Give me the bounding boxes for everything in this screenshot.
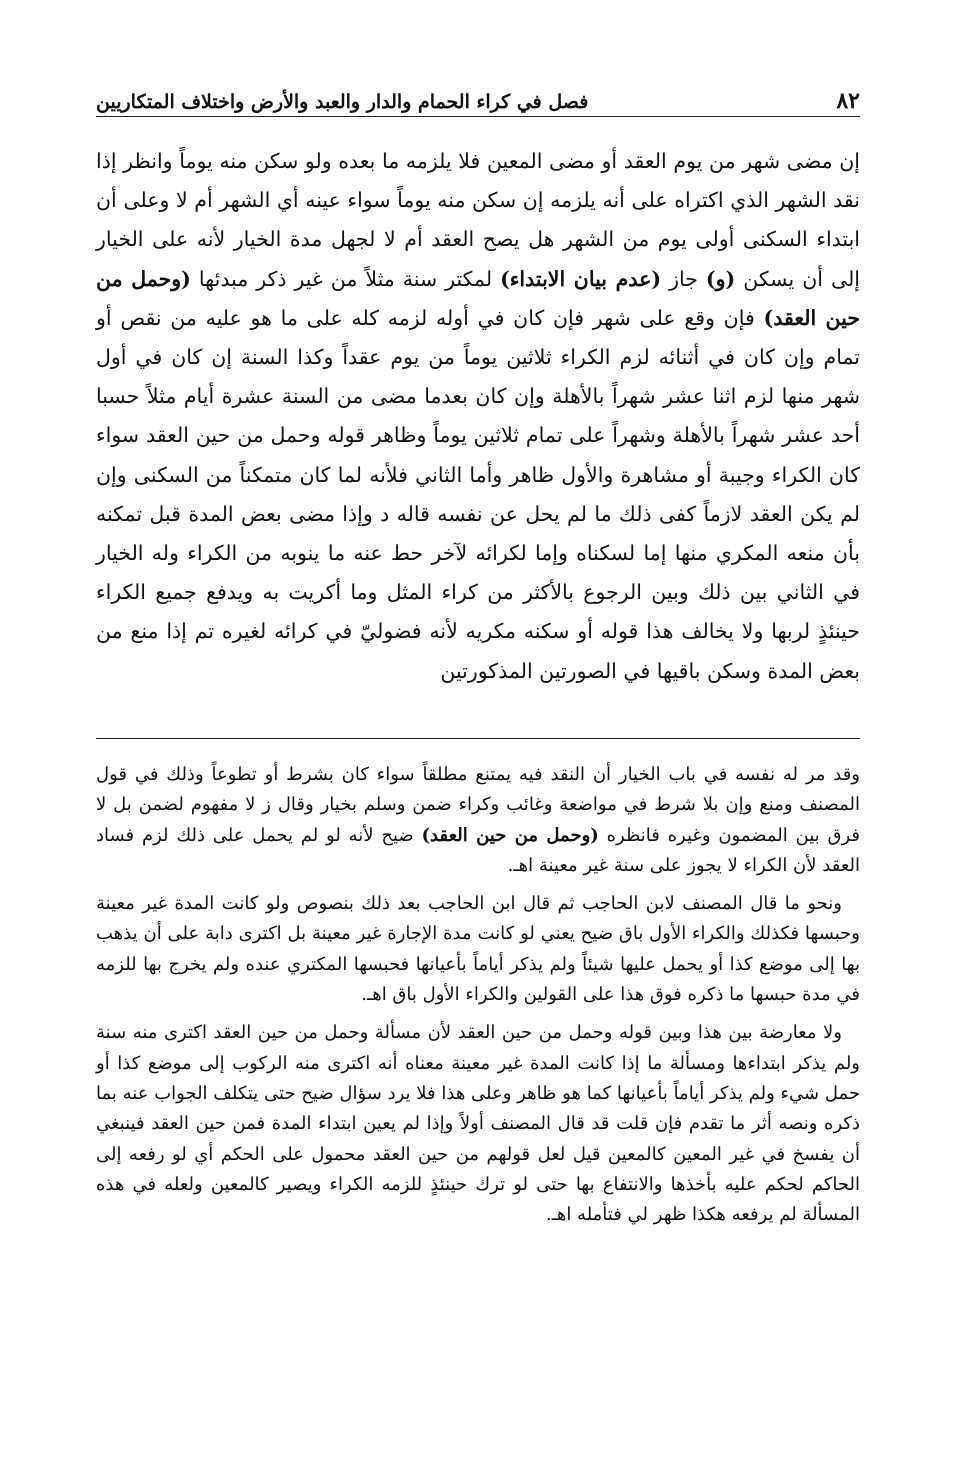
footnote-separator xyxy=(96,738,860,739)
bold-term: (و) xyxy=(705,266,736,291)
text-run: جاز xyxy=(661,266,706,291)
text-run: ضيح لأنه لو لم يحمل على ذلك لزم فساد العقد لأن الكراء لا يجوز على سنة غير معينة اهـ. xyxy=(96,824,860,876)
footnote-paragraph: ولا معارضة بين هذا وبين قوله وحمل من حين العقد لأن مسألة وحمل من حين العقد اكترى منه سنة ولم يذكر ابتداءها ومسألة ما إذا كانت المدة غير معينة معناه أنه اكترى منه الركوب إلى موضع كذا أو حمل شيء ولم يذكر أياماً بأعيانها كما هو ظاهر وعلى هذا فلا يرد سؤال ضيح حتى يتكلف الجواب عنه بما ذكره ونصه أثر ما تقدم فإن قلت قد قال المصنف أولاً وإذا لم يعين ابتداء المدة فمن حين العقد فينبغي أن يفسخ في غير المعين كالمعين قيل لعل قولهم من حين العقد محمول على الحكم أي لو رفعه إلى الحاكم لحكم عليه بأخذها والانتفاع بها حتى لو ترك حينئذٍ للزمه الكراء ويصير كالمعين ولعله في هذه المسألة لم يرفعه هكذا ظهر لي فتأمله اهـ. xyxy=(96,1022,861,1226)
running-header xyxy=(96,88,860,118)
main-text xyxy=(96,142,860,691)
text-run: فإن وقع على شهر فإن كان في أوله لزمه كله على ما هو عليه من نقص أو تمام وإن كان في أثنائه لزم الكراء ثلاثين يوماً من يوم عقداً وكذا السنة إن كان في أول شهر منها لزم اثنا عشر شهراً بالأهلة وإن كان بعدما مضى من السنة عشرة أيام مثلاً حسبا أحد عشر شهراً بالأهلة وشهراً على تمام ثلاثين يوماً وظاهر قوله وحمل من حين العقد سواء كان الكراء وجيبة أو مشاهرة والأول ظاهر وأما الثاني فلأنه لما كان متمكناً من السكنى وإن لم يكن العقد لازماً كفى ذلك ما لم يحل عن نفسه قاله د وإذا مضى بعض المدة قبل تمكنه بأن منعه المكري منها إما لسكناه وإما لكرائه لآخر حط عنه ما ينوبه من الكراء وله الخيار في الثاني بين ذلك وبين الرجوع بالأكثر من كراء المثل وما أكريت به ويدفع جميع الكراء حينئذٍ لربها ولا يخالف هذا قوله أو سكنه مكريه لأنه فضوليّ في كرائه لغيره تم إذا منع من بعض المدة وسكن باقيها في الصورتين المذكورتين xyxy=(96,305,860,683)
main-paragraph xyxy=(96,142,860,691)
bold-term: (وحمل من حين العقد) xyxy=(96,266,860,330)
page-number: ٨٢ xyxy=(826,88,860,114)
text-run: لمكتر سنة مثلاً من غير ذكر مبدئها xyxy=(190,266,501,291)
bold-term: (وحمل من حين العقد) xyxy=(421,824,599,846)
bold-term: (عدم بيان الابتداء) xyxy=(500,266,662,291)
header-rule xyxy=(96,116,860,117)
chapter-title: فصل في كراء الحمام والدار والعبد والأرض واختلاف المتكاريين xyxy=(96,90,598,114)
text-run: وقد مر له نفسه في باب الخيار أن النقد فيه يمتنع مطلقاً سواء كان بشرط أو تطوعاً وذلك في قول المصنف ومنع وإن بلا شرط في مواضعة وغائب وكراء ضمن وسلم بخيار وقال ز لا مفهوم لضمن بل لا فرق بين المضمون وغيره فانظره xyxy=(96,764,860,846)
text-run: إن مضى شهر من يوم العقد أو مضى المعين فلا يلزمه ما بعده ولو سكن منه يوماً وانظر إذا نقد الشهر الذي اكتراه على أنه يلزمه إن سكن منه يوماً سواء عينه أي الشهر أم لا وعلى أن ابتداء السكنى أولى يوم من الشهر هل يصح العقد أم لا لجهل مدة الخيار لأنه على الخيار إلى أن يسكن xyxy=(96,149,861,291)
footnotes xyxy=(96,760,860,1238)
footnote-paragraph: ونحو ما قال المصنف لابن الحاجب ثم قال ابن الحاجب بعد ذلك بنصوص ولو كانت المدة غير معينة وحبسها فكذلك والكراء الأول باق ضيح يعني لو كانت مدة الإجارة غير معينة بل اكترى دابة على أن يذهب بها إلى موضع كذا أو يحمل عليها شيئاً ولم يذكر أياماً بأعيانها فحبسها المكتري عنده ولم يخرج بها للزمه في مدة حبسها ما ذكره فوق هذا على القولين والكراء الأول باق اهـ. xyxy=(96,893,860,1006)
footnote-paragraph xyxy=(96,760,860,881)
